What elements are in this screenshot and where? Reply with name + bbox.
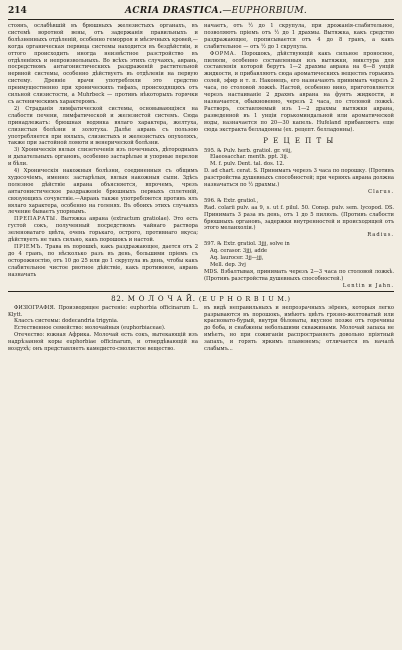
running-title-latin: ACRIA DRASTICA. <box>124 6 223 16</box>
paragraph: въ видѣ неправильныхъ и непрозрачныхъ зёренъ, которыя легко разрываются въ порошокъ, имѣютъ цвѣтъ грязно-желтоватый или красновато-бурый, внутри бѣловаты, вкусное позже отъ горечины до боба, и снабжены небольшими скважинами. Молочай запаха не имѣетъ, но при сожиганіи распространяетъ довольно пріятный запахъ, и горять яркимъ пламенемъ; отличается въ началѣ слабымъ... <box>204 304 394 353</box>
right-column <box>204 23 394 290</box>
paragraph: Классъ системы: dodecandria trigynia. <box>14 318 119 325</box>
bottom-left-column <box>8 305 198 353</box>
form-text: Порошокъ, дѣйствующій какъ сильное проносное, пилюли, особенно составленныя изъ вытяжки, микстура для составленія которой берутъ 1—2 драхмы аврана на 6—8 унцій жидкости, и прибавляютъ сюда ароматическихъ веществъ горькихъ солей, эфир и т. п. Наконецъ, его назначаютъ принимать черезъ 2 часа, по столовой ложкѣ. Настой, особенно вино, приготовляется черезъ настаиваніе 2 драхмъ аврана на фунтъ жидкости, и назначается, обыкновенно, черезъ 2 часа, по столовой ложкѣ. Растворъ, составляемый изъ 1—2 драхмы вытяжки аврана, разведенной въ 1 унціи горькоминдальной или ароматической воды, назначается по 20—30 капель. Hufeland прибавляетъ еще сюда экстракта белладонны (ex. рецепт. белладонны). <box>204 50 394 133</box>
recipe-line: Aq. cerasor. 3jjj, adde <box>210 248 268 255</box>
left-column <box>8 23 198 290</box>
preparations-paragraph <box>8 216 198 244</box>
recipe-596 <box>204 198 394 239</box>
recipe-author: Clarus. <box>368 188 394 195</box>
top-columns <box>8 23 394 290</box>
page-number: 214 <box>8 6 27 16</box>
recipe-author: Lentin и Jahn. <box>342 282 394 289</box>
section-number: 82. <box>111 294 125 303</box>
paragraph: 4) Хроническія накожныя болѣзни, соединенныя съ общимъ худосочіемъ, именно: застарѣлыя, вялыя накожныя сыпи. Здѣсь полезное дѣйствіе аврана объясняется, впрочемъ, чрезъ антагонистическое раздраженіе брюшныхъ первыхъ сплетеній, связующихъ сочувствіе.—Аврань также употребляется противъ ялъ вялаго характера, особенно на голенях. Въ обоихъ этихъ случаяхъ лечение бываетъ упорнымъ. <box>8 168 198 216</box>
section-title <box>8 295 394 303</box>
bottom-columns <box>8 305 394 353</box>
recipe-line: Rad. colarii pulv. aa 9, s. ut f. pilul. 50. Consp. pulv. sem. lycopod. DS. Принимать 3 раза въ день, отъ 1 до 5 пилюль. (Противъ слабости брюшныхъ органовъ, задержки внутренностей и происходящей отъ этого меланхоліи.) <box>204 204 394 232</box>
recipes-heading: Р Е Ц Е П Т Ы <box>263 136 335 145</box>
recipe-line: D. ad chart. cerat. S. Принимать черезъ 3 часа по порошку. (Противъ разстройства душевныхъ способностей; при червяхъ аврана должна назначаться по ½ драхмы.) <box>204 168 394 189</box>
recipe-line: Elaeosacchar. menth. ppt. 3ij. <box>210 154 289 161</box>
bottom-right-column <box>204 305 394 353</box>
preparations-text: Вытяжка аврана (extractum gratiolae). Это есть густой сокъ, полученный посредствомъ чайнаго раствора зеленоватаго цвѣта, очень горькаго, острого, противнаго вкуса; дѣйствуетъ не такъ сильно, какъ порошокъ и настой. <box>8 216 198 244</box>
recipe-line: Mell. dep. 3vj <box>210 262 246 268</box>
running-title-rest: —EUPHORBIUM. <box>222 6 308 16</box>
paragraph: Естественное семейство: молочайныя (euphorbiaceae). <box>14 325 166 332</box>
section-name: М О Л О Ч А Й. <box>127 294 196 303</box>
recipe-line: 595. ℞ Pulv. herb. gratiol. gr. viij, <box>204 147 292 154</box>
recipe-line: M. f. pulv. Dent. tal. dos. 12. <box>210 161 285 168</box>
section-rule <box>8 291 394 292</box>
recipe-line: 596. ℞ Extr. gratiol., <box>204 197 259 204</box>
form-label: ФОРМА. <box>210 50 237 57</box>
recipe-line: 597. ℞ Extr. gratiol. 3jjj, solve in <box>204 241 290 248</box>
recipe-597 <box>204 241 394 289</box>
running-title <box>38 6 394 16</box>
dosage-label: ПРІЕМЪ. <box>14 244 44 250</box>
dosage-paragraph <box>8 244 198 279</box>
paragraph: начаетъ, отъ ½ до 1 скрупула, при дрожанія-слабительное, позволяютъ пріемъ отъ ½ до 1 драхмы. Вытяжка, какъ средство раздражающее, прописывается отъ 4 до 8 гранъ, а какъ слабительное — отъ ½ до 1 скрупула. <box>204 23 394 50</box>
paragraph: Отечество: южная Африка. Молочай есть сокъ, вытекающій изъ надрѣзанной коры euphorbiae officinarum, и отвердѣвающій на воздухѣ; онъ представляетъ камедисто-смолистое вещество. <box>8 332 198 353</box>
recipe-line: MDS. Взбалтывая, принимать черезъ 2—3 часа по столовой ложкѣ. (Противъ разстройства душевныхъ способностей.) <box>204 268 394 282</box>
paragraph: ФИЗІОГРАФІЯ. Производящее растеніе: euphorbia officinarum L. Klytt. <box>8 304 198 318</box>
paragraph: 3) Хроническія вялыя слизетеченія изъ почечныхъ, дѣтородныхъ и дыхательныхъ органовъ, особенно застарѣлые и упорные перелои и бѣли. <box>8 147 198 168</box>
preparations-label: ПРЕПАРАТЫ. <box>14 216 58 223</box>
form-paragraph <box>204 51 394 134</box>
dosage-text: Трава въ порошкѣ, какъ раздражающее, дается отъ 2 до 4 гранъ, по нѣсколько разъ въ день, большими пріемъ съ осторожностію, отъ 10 до 25 или до 1 скрупула въ день, чтобы какъ слабительное чистое рвотное дѣйствіе, какъ противоное, аврань назначать <box>8 244 198 278</box>
recipe-line: Aq. laurocer. 3jj—jjj, <box>210 255 264 262</box>
paragraph: 2) Страданія лимфатической системы, основывающіяся на слабости печени, лимфатической и железистой системъ. Сюда принадлежатъ: брюшная водянка вялаго характера, желтуха, слизистыя болѣзни и золотуха. Далѣе аврань съ пользою употребляется при вялыхъ, слизистыхъ и железистыхъ опухоляхъ, также при застойной ломоти и венерической болѣзни. <box>8 105 198 147</box>
paragraph: стоянъ, ослабѣвшій въ брюшныхъ железистыхъ органахъ, въ системѣ воротной вены, отъ задержанія правильныхъ и болѣзненныхъ отдѣленій, особенно геморроя и мѣсячныхъ кровей,—когда органическая первица системы находится въ бездѣйствіи, и оттого происходить иногда неизвѣстное разстройство въ отдѣленіяхъ и непроизвольныхъ. Во всѣхъ этихъ случаяхъ, аврань, посредствомъ антагонистическихъ раздраженій растительной нервной системы, особенно дѣйствуетъ въ отдѣленіи на первую систему. Древніе врачи употребляли это средство преимущественно при хроническихъ тифахъ, происходящихъ отъ сильной слизистости, а Muhrbeck — противъ нѣкоторыхъ горячки съ астеническимъ характеромъ. <box>8 23 198 105</box>
header-rule <box>8 19 394 20</box>
running-header <box>8 6 394 18</box>
recipe-595 <box>204 148 394 196</box>
section-latin-name: (E U P H O R B I U M.) <box>198 294 291 303</box>
recipe-author: Radius. <box>367 232 394 239</box>
